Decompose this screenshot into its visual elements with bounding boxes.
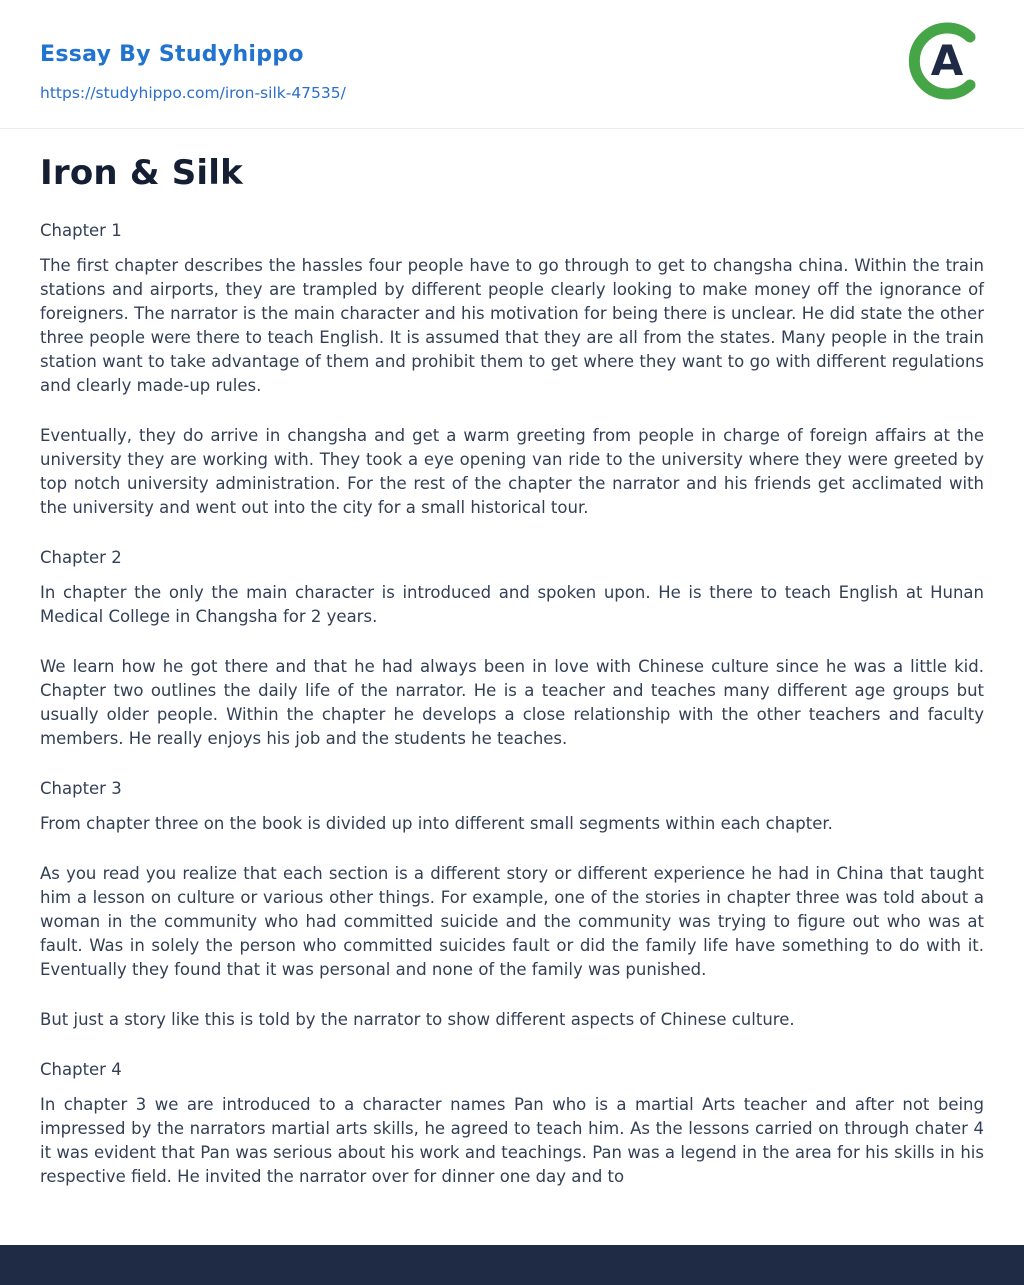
essay-paragraph: As you read you realize that each section is a different story or different experience he had in China that taught him a lesson on culture or various other things. For example, one of the stories in chapter three was told about a woman in the community who had committed suicide and the community was trying to figure out who was at fault. Was in solely the person who committed suicides fault or did the family life have something to do with it. Eventually they found that it was personal and none of the family was punished. <box>40 864 984 979</box>
chapter-heading: Chapter 2 <box>40 548 122 567</box>
essay-paragraph: In chapter the only the main character is introduced and spoken upon. He is there to teach English at Hunan Medical College in Changsha for 2 years. <box>40 583 984 626</box>
source-url-link[interactable]: https://studyhippo.com/iron-silk-47535/ <box>40 84 346 102</box>
studyhippo-logo <box>908 22 986 100</box>
logo-letter: A <box>930 36 964 85</box>
essay-sections <box>40 221 984 1189</box>
essay-paragraph: Eventually, they do arrive in changsha and get a warm greeting from people in charge of foreign affairs at the university they are working with. They took a eye opening van ride to the university where they were greeted by top notch university administration. For the rest of the chapter the narrator and his friends get acclimated with the university and went out into the city for a small historical tour. <box>40 426 984 517</box>
page-header <box>0 0 1024 129</box>
logo-ring-icon <box>908 22 986 100</box>
essay-paragraph: From chapter three on the book is divided up into different small segments within each chapter. <box>40 814 833 833</box>
essay-paragraph: In chapter 3 we are introduced to a character names Pan who is a martial Arts teacher and after not being impressed by the narrators martial arts skills, he agreed to teach him. As the lessons carried on through chater 4 it was evident that Pan was serious about his work and teachings. Pan was a legend in the area for his skills in his respective field. He invited the narrator over for dinner one day and to <box>40 1095 984 1186</box>
chapter-heading: Chapter 3 <box>40 779 122 798</box>
header-title: Essay By Studyhippo <box>40 42 304 67</box>
essay-paragraph: We learn how he got there and that he had always been in love with Chinese culture since he was a little kid. Chapter two outlines the daily life of the narrator. He is a teacher and teaches many different age groups but usually older people. Within the chapter he develops a close relationship with the other teachers and faculty members. He really enjoys his job and the students he teaches. <box>40 657 984 748</box>
footer-bar <box>0 1245 1024 1285</box>
chapter-heading: Chapter 1 <box>40 221 122 240</box>
essay-paragraph: The first chapter describes the hassles four people have to go through to get to changsha china. Within the train stations and airports, they are trampled by different people clearly looking to make money off the ignorance of foreigners. The narrator is the main character and his motivation for being there is unclear. He did state the other three people were there to teach English. It is assumed that they are all from the states. Many people in the train station want to take advantage of them and prohibit them to get where they want to go with different regulations and clearly made-up rules. <box>40 256 984 395</box>
essay-paragraph: But just a story like this is told by the narrator to show different aspects of Chinese culture. <box>40 1010 795 1029</box>
chapter-heading: Chapter 4 <box>40 1060 122 1079</box>
page-title: Iron & Silk <box>40 153 243 193</box>
essay-article <box>0 129 1024 1245</box>
